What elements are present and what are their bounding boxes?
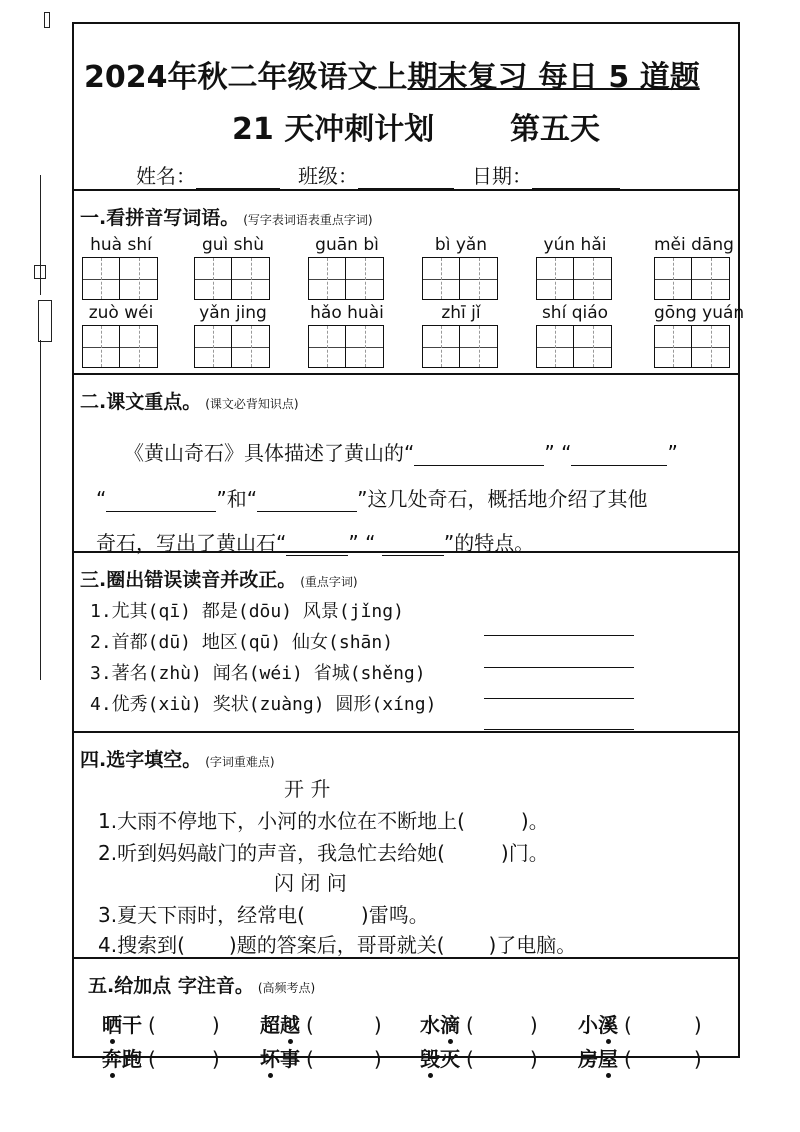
word-char: 事 [280,1047,300,1071]
writing-cell[interactable] [574,326,611,367]
section-text-key [74,373,738,553]
word-char: 滴 [440,1013,460,1037]
s2-q6: “ [365,531,376,555]
paren-close: ) [529,1013,538,1037]
writing-grid[interactable] [194,325,270,368]
title-underlined: 期末复习 [407,60,528,95]
s3-answer-4[interactable] [484,729,634,730]
writing-cell[interactable] [232,258,269,299]
writing-cell[interactable] [655,258,692,299]
s2-l2-and: ”和“ [216,487,258,511]
paren-close: ) [211,1047,220,1071]
paren-open: ( [466,1013,474,1037]
section5-note: (高频考点) [257,981,316,995]
section1-note: (写字表词语表重点字词) [243,213,373,227]
s3-answer-1[interactable] [484,635,634,636]
s4-q2 [98,837,549,866]
pinyin-label: yǎn jing [199,303,267,323]
word-char: 奔 [102,1047,122,1071]
writing-grid[interactable] [308,257,384,300]
name-label: 姓名： [136,164,196,188]
writing-grid[interactable] [82,257,158,300]
s4-q4 [98,929,576,958]
writing-cell[interactable] [460,326,497,367]
writing-grid[interactable] [194,257,270,300]
writing-grid[interactable] [654,325,730,368]
word-char: 跑 [122,1047,142,1071]
writing-cell[interactable] [655,326,692,367]
section2-heading [80,387,299,414]
s4-q2-text: 2.听到妈妈敲门的声音，我急忙去给她( [98,841,445,865]
word-char: 坏 [260,1047,280,1071]
section5-title: 五.给加点 字注音。 [88,975,254,997]
writing-cell[interactable] [346,258,383,299]
word-char: 小 [578,1013,598,1037]
word-char: 干 [122,1013,142,1037]
s3-item-3: 3.著名(zhù) 闻名(wéi) 省城(shěng) [90,663,426,684]
title-part3: 每日 5 道题 [527,60,700,95]
s4-q4-text: 4.搜索到( [98,933,185,957]
annotate-item [260,1043,382,1072]
s4-q1-text: 1.大雨不停地下，小河的水位在不断地上( [98,809,465,833]
s3-item-1: 1.尤其(qī) 都是(dōu) 风景(jǐng) [90,601,404,622]
section2-line1 [124,437,678,466]
word-char: 溪 [598,1013,618,1037]
day-label: 第五天 [510,112,600,147]
writing-grid[interactable] [308,325,384,368]
paren-close: ) [373,1047,382,1071]
title-part1: 2024年秋二年级语文上 [84,60,408,95]
paren-close: ) [693,1047,702,1071]
blank-4[interactable] [257,491,357,512]
paren-close: ) [211,1013,220,1037]
word-char: 房 [578,1047,598,1071]
s3-answer-3[interactable] [484,698,634,699]
worksheet-title [84,52,700,96]
s2-l3-end: 的特点。 [454,531,535,555]
word-char: 灭 [440,1047,460,1071]
writing-cell[interactable] [120,258,157,299]
paren-close: ) [693,1013,702,1037]
date-line[interactable] [532,168,620,189]
paren-open: ( [306,1013,314,1037]
word-char: 越 [280,1013,300,1037]
s4-q1 [98,805,549,834]
name-field[interactable] [136,160,280,189]
paren-open: ( [148,1047,156,1071]
annotate-item [260,1009,382,1038]
s2-q2: “ [561,441,572,465]
section-pinyin [74,189,745,375]
s4-q3-end: )雷鸣。 [360,903,429,927]
section-pronunciation [74,551,738,733]
writing-cell[interactable] [309,326,346,367]
annotate-item [578,1009,702,1038]
writing-cell[interactable] [120,326,157,367]
choice-group-1: 开 升 [284,777,331,801]
writing-cell[interactable] [346,326,383,367]
worksheet [72,22,745,1071]
section2-title: 二.课文重点。 [80,391,202,413]
s2-l3-text: 奇石，写出了黄山石“ [96,531,287,555]
s3-item-4: 4.优秀(xiù) 奖状(zuàng) 圆形(xíng) [90,694,437,715]
binder-marks [0,0,60,1132]
class-line[interactable] [358,168,454,189]
writing-cell[interactable] [537,258,574,299]
writing-cell[interactable] [537,326,574,367]
class-label: 班级： [298,164,358,188]
pinyin-label: zuò wéi [88,303,154,323]
s4-q1-end: )。 [520,809,549,833]
blank-3[interactable] [106,491,216,512]
section-choose-char [74,731,738,959]
word-char: 晒 [102,1013,122,1037]
s3-answer-2[interactable] [484,667,634,668]
s2-q4: “ [96,487,107,511]
writing-cell[interactable] [692,326,729,367]
word-char: 超 [260,1013,280,1037]
word-char: 屋 [598,1047,618,1071]
writing-cell[interactable] [195,326,232,367]
section2-line2 [96,483,647,512]
writing-cell[interactable] [232,326,269,367]
writing-cell[interactable] [574,258,611,299]
section4-note: (字词重难点) [205,755,275,769]
s4-q4-end: )了电脑。 [488,933,577,957]
paren-open: ( [624,1047,632,1071]
word-char: 毁 [420,1047,440,1071]
annotate-item [420,1009,538,1038]
section3-title: 三.圈出错误读音并改正。 [80,569,297,591]
writing-cell[interactable] [423,258,460,299]
date-field[interactable] [472,160,620,189]
word-char: 水 [420,1013,440,1037]
paren-open: ( [624,1013,632,1037]
section-pinyin-annotate [74,957,738,1071]
writing-grid[interactable] [536,257,612,300]
paren-close: ) [373,1013,382,1037]
s4-q3 [98,899,429,928]
writing-cell[interactable] [83,258,120,299]
blank-2[interactable] [571,445,667,466]
pinyin-label: měi dāng [654,235,734,255]
writing-cell[interactable] [195,258,232,299]
pinyin-label: yún hǎi [543,235,607,255]
paren-open: ( [466,1047,474,1071]
paren-open: ( [148,1013,156,1037]
s4-q2-end: )门。 [500,841,549,865]
writing-cell[interactable] [423,326,460,367]
class-field[interactable] [298,160,454,189]
annotate-item [102,1009,220,1038]
section2-note: (课文必背知识点) [205,397,299,411]
writing-grid[interactable] [422,325,498,368]
pinyin-label: bì yǎn [434,235,488,255]
writing-grid[interactable] [422,257,498,300]
s2-q1: ” [544,441,555,465]
writing-cell[interactable] [83,326,120,367]
section4-heading [80,745,275,772]
pinyin-label: gōng yuán [654,303,745,323]
s4-q4-mid: )题的答案后，哥哥就关( [228,933,445,957]
section1-title: 一.看拼音写词语。 [80,207,240,229]
section5-heading [88,971,315,998]
writing-cell[interactable] [692,258,729,299]
s4-q3-text: 3.夏天下雨时，经常电( [98,903,305,927]
plan-title: 21 天冲刺计划 [232,112,435,147]
date-label: 日期： [472,164,532,188]
section3-heading [80,565,358,592]
s2-q7: ” [443,531,455,555]
annotate-item [420,1043,538,1072]
section1-heading [80,203,373,230]
s2-l2-text: ”这几处奇石，概括地介绍了其他 [357,487,648,511]
writing-grid[interactable] [82,325,158,368]
writing-grid[interactable] [654,257,730,300]
paren-close: ) [529,1047,538,1071]
pinyin-label: zhī jǐ [441,303,481,323]
pinyin-label: guì shù [201,235,265,255]
s3-item-2: 2.首都(dū) 地区(qū) 仙女(shān) [90,632,394,653]
pinyin-label: huà shí [90,235,152,255]
pinyin-label: shí qiáo [541,303,609,323]
s2-q3: ” [667,441,678,465]
name-line[interactable] [196,168,280,189]
paren-open: ( [306,1047,314,1071]
writing-cell[interactable] [309,258,346,299]
s2-l1-text: 《黄山奇石》具体描述了黄山的“ [124,441,415,465]
annotate-item [102,1043,220,1072]
section4-title: 四.选字填空。 [80,749,202,771]
section3-note: (重点字词) [300,575,358,589]
writing-grid[interactable] [536,325,612,368]
blank-1[interactable] [414,445,544,466]
choice-group-2: 闪 闭 问 [274,871,347,895]
writing-cell[interactable] [460,258,497,299]
pinyin-label: guān bì [315,235,379,255]
annotate-item [578,1043,702,1072]
pinyin-label: hǎo huài [310,303,384,323]
s2-q5: ” [348,531,359,555]
